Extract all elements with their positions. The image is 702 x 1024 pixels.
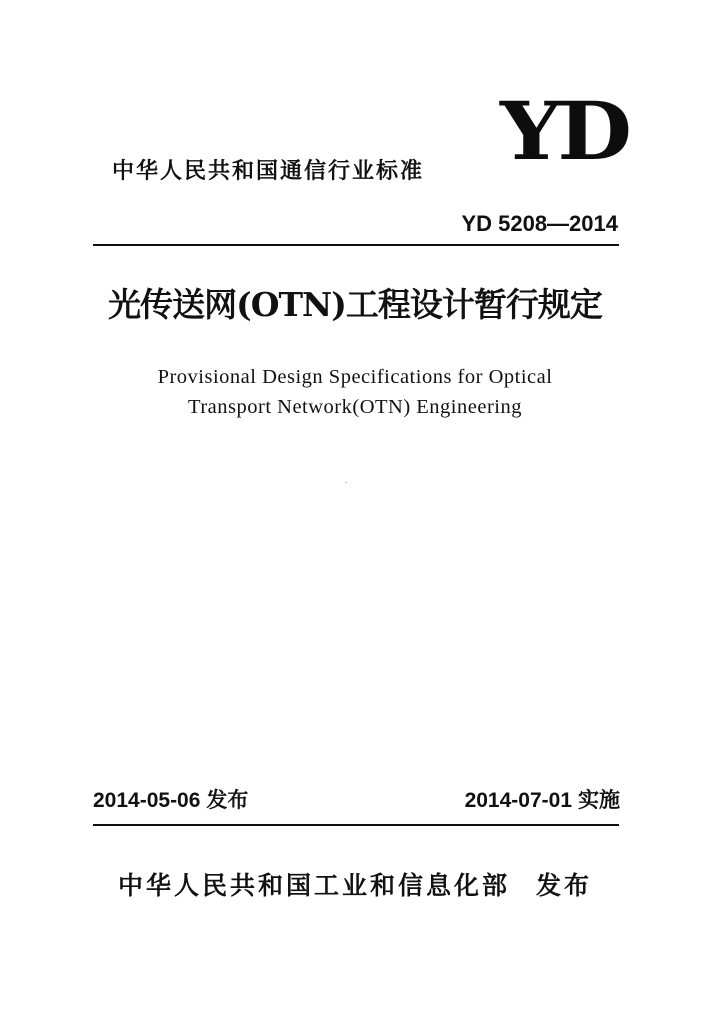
- title-english-line-2: Transport Network(OTN) Engineering: [188, 396, 522, 418]
- implementation-date: 2014-07-01: [464, 789, 572, 812]
- implementation-date-block: [465, 790, 620, 811]
- scan-speck: [345, 482, 347, 483]
- title-english-line-1: Provisional Design Specifications for Optical: [157, 366, 553, 388]
- title-chinese: 光传送网(OTN)工程设计暂行规定: [108, 285, 602, 324]
- yd-logo: YD: [500, 84, 628, 179]
- publisher-action: 发布: [536, 871, 593, 900]
- issue-date-block: [93, 790, 248, 811]
- bottom-divider: [93, 824, 619, 826]
- implementation-label: 实施: [578, 788, 620, 812]
- publisher-line: [118, 873, 592, 898]
- issue-label: 发布: [206, 788, 249, 812]
- top-divider: [93, 244, 619, 246]
- standard-category: 中华人民共和国通信行业标准: [112, 159, 425, 184]
- standard-number: YD 5208—2014: [461, 211, 618, 236]
- publisher-name: 中华人民共和国工业和信息化部: [118, 871, 511, 900]
- issue-date: 2014-05-06: [93, 789, 201, 812]
